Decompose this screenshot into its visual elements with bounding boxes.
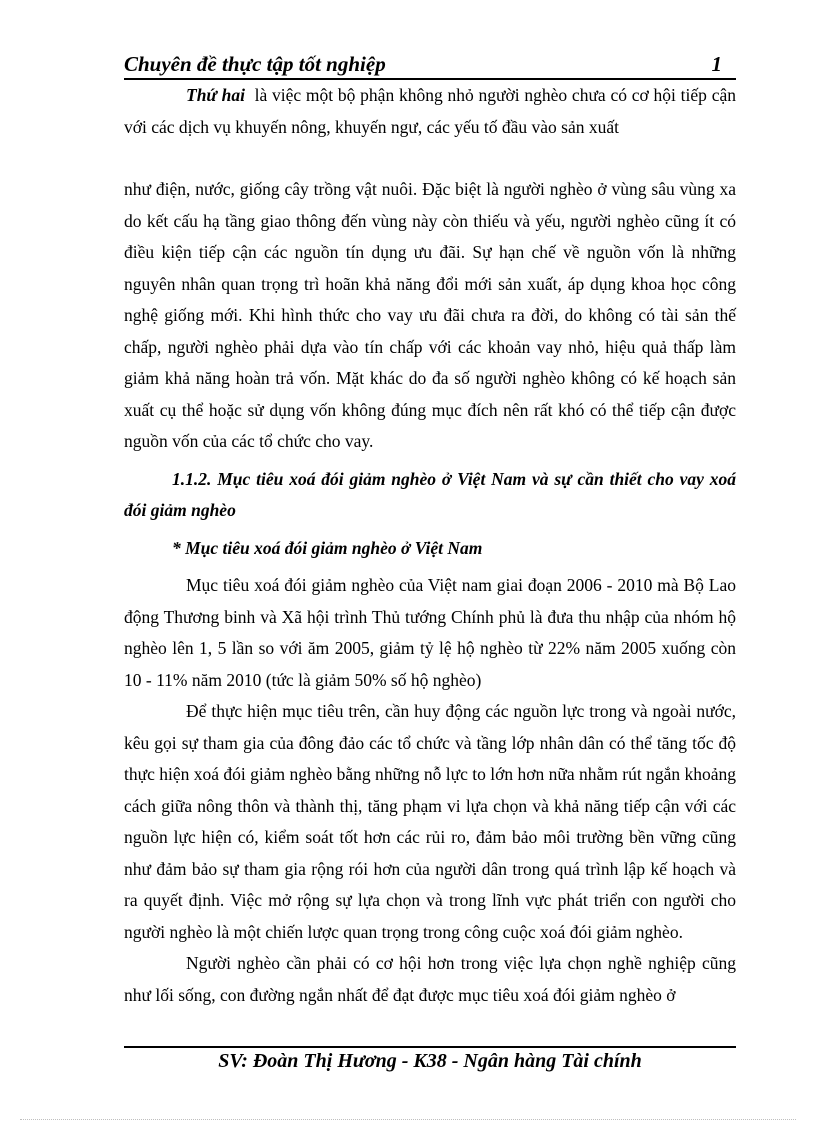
paragraph: Để thực hiện mục tiêu trên, cần huy động các nguồn lực trong và ngoài nước, kêu gọi sự tham gia của đông đảo các tổ chức và tầng lớp nhân dân có thể tăng tốc độ thực hiện xoá đói giảm nghèo bằng những nỗ lực to lớn hơn nữa nhằm rút ngắn khoảng cách giữa nông thôn và thành thị, tăng phạm vi lựa chọn và khả năng tiếp cận với các nguồn lực hiện có, kiểm soát tốt hơn các rủi ro, đảm bảo môi trường bền vững cũng như đảm bảo sự tham gia rộng rói hơn của người dân trong quá trình lập kế hoạch và ra quyết định. Việc mở rộng sự lựa chọn và trong lĩnh vực phát triển con người cho người nghèo là một chiến lược quan trọng trong công cuộc xoá đói giảm nghèo.	[124, 701, 736, 942]
paragraph: như điện, nước, giống cây trồng vật nuôi. Đặc biệt là người nghèo ở vùng sâu vùng xa do kết cấu hạ tầng giao thông đến vùng này còn thiếu và yếu, người nghèo cũng ít có điều kiện tiếp cận các nguồn tín dụng ưu đãi. Sự hạn chế về nguồn vốn là những nguyên nhân quan trọng trì hoãn khả năng đổi mới sản xuất, áp dụng khoa học công nghệ giống mới. Khi hình thức cho vay ưu đãi chưa ra đời, do không có tài sản thế chấp, người nghèo phải dựa vào tín chấp với các khoản vay nhỏ, hiệu quả thấp làm giảm khả năng hoàn trả vốn. Mặt khác do đa số người nghèo không có kế hoạch sản xuất cụ thể hoặc sử dụng vốn không đúng mục đích nên rất khó có thể tiếp cận được nguồn vốn của các tổ chức cho vay.	[124, 179, 736, 451]
page-footer: SV: Đoàn Thị Hương - K38 - Ngân hàng Tài chính	[218, 1050, 642, 1072]
page-number: 1	[711, 52, 722, 76]
body-text	[124, 80, 736, 1011]
paragraph	[124, 80, 736, 143]
page-bottom-border	[20, 1119, 796, 1120]
paragraph: Người nghèo cần phải có cơ hội hơn trong việc lựa chọn nghề nghiệp cũng như lối sống, con đường ngắn nhất để đạt được mục tiêu xoá đói giảm nghèo ở	[124, 953, 736, 1005]
footer-rule	[124, 1046, 736, 1048]
header-title: Chuyên đề thực tập tốt nghiệp	[124, 52, 386, 76]
paragraph-text: là việc một bộ phận không nhỏ người nghèo chưa có cơ hội tiếp cận với các dịch vụ khuyến nông, khuyến ngư, các yếu tố đầu vào sản xuất	[124, 85, 736, 137]
blank-gap	[124, 143, 736, 174]
paragraph: Mục tiêu xoá đói giảm nghèo của Việt nam giai đoạn 2006 - 2010 mà Bộ Lao động Thương binh và Xã hội trình Thủ tướng Chính phủ là đưa thu nhập của nhóm hộ nghèo lên 1, 5 lần so với ăm 2005, giảm tỷ lệ hộ nghèo từ 22% năm 2005 xuống còn 10 - 11% năm 2010 (tức là giảm 50% số hộ nghèo)	[124, 575, 736, 690]
paragraph-lead: Thứ hai	[186, 85, 246, 105]
section-heading: 1.1.2. Mục tiêu xoá đói giảm nghèo ở Việt Nam và sự cần thiết cho vay xoá đói giảm nghèo	[124, 468, 736, 520]
page-header	[124, 50, 736, 80]
subsection-heading: * Mục tiêu xoá đói giảm nghèo ở Việt Nam	[172, 537, 483, 558]
